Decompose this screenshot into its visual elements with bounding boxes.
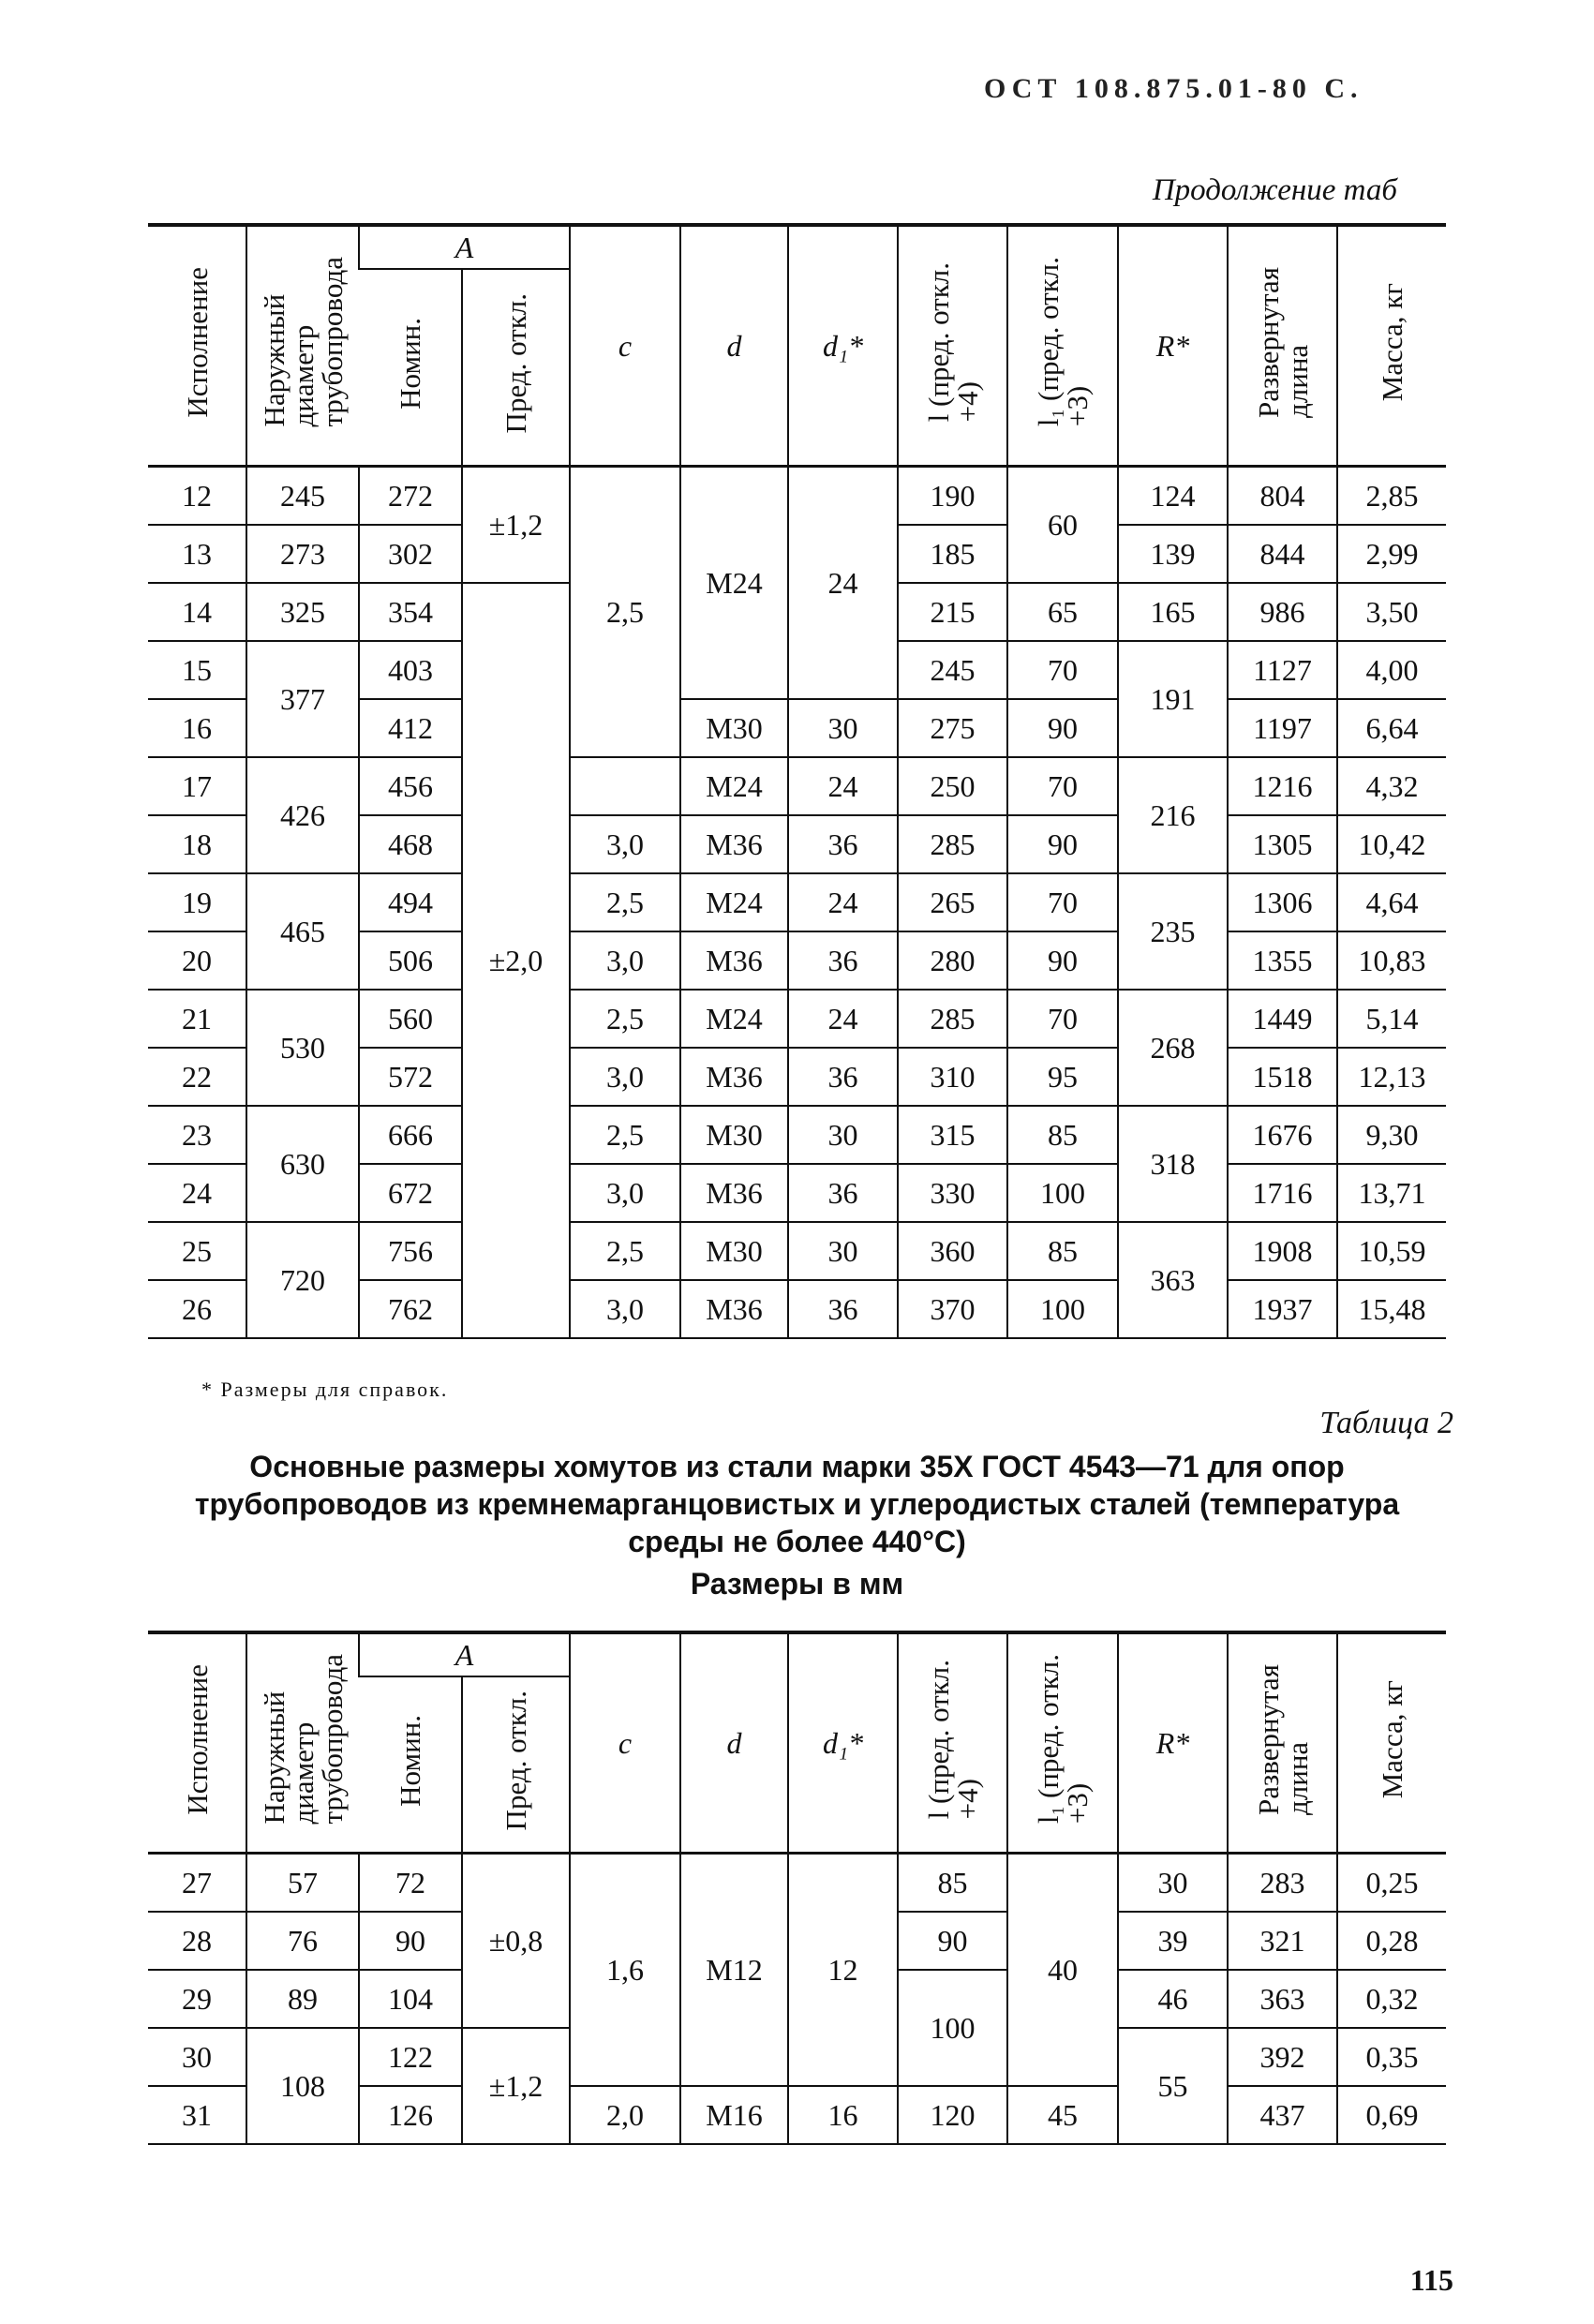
table-cell: 10,83 xyxy=(1337,931,1446,990)
table-cell: 36 xyxy=(788,1164,898,1222)
table-cell: 265 xyxy=(898,873,1007,931)
table-cell: 403 xyxy=(359,641,462,699)
table-cell: 40 xyxy=(1007,1854,1118,2087)
header-label: Наружный диаметр трубопровода xyxy=(257,1654,349,1825)
table-cell: 3,0 xyxy=(570,815,680,873)
table-cell: 16 xyxy=(788,2086,898,2144)
table-cell: 560 xyxy=(359,990,462,1048)
table-cell: 245 xyxy=(898,641,1007,699)
table-cell: 426 xyxy=(246,757,359,873)
table-cell: 26 xyxy=(148,1280,246,1338)
table-cell: 30 xyxy=(788,1106,898,1164)
table-cell: 377 xyxy=(246,641,359,757)
table-cell: 250 xyxy=(898,757,1007,815)
header-massa xyxy=(1337,1632,1446,1854)
header-label: d xyxy=(726,328,742,363)
table-cell: 9,30 xyxy=(1337,1106,1446,1164)
table-cell: 16 xyxy=(148,699,246,757)
table-cell: 85 xyxy=(1007,1222,1118,1280)
table-cell: 844 xyxy=(1228,525,1337,583)
table-cell: 2,5 xyxy=(570,467,680,758)
header-label: A xyxy=(454,230,474,264)
table-cell: 70 xyxy=(1007,757,1118,815)
table-cell: 23 xyxy=(148,1106,246,1164)
table-cell: 283 xyxy=(1228,1854,1337,1913)
table-cell: 100 xyxy=(898,1970,1007,2086)
table-cell: 215 xyxy=(898,583,1007,641)
header-massa xyxy=(1337,225,1446,467)
header-label: Пред. откл. xyxy=(499,1691,532,1831)
table-cell: 12,13 xyxy=(1337,1048,1446,1106)
header-l1 xyxy=(1007,225,1118,467)
table-cell: 76 xyxy=(246,1912,359,1970)
table-cell: M24 xyxy=(680,757,788,815)
header-label: c xyxy=(618,328,633,363)
header-label: Развернутая длина xyxy=(1251,1663,1314,1815)
table-cell: 30 xyxy=(788,699,898,757)
table-cell: 90 xyxy=(359,1912,462,1970)
header-R xyxy=(1118,225,1228,467)
document-code: ОСТ 108.875.01-80 С. xyxy=(984,73,1363,104)
table-cell: 28 xyxy=(148,1912,246,1970)
table-cell: 720 xyxy=(246,1222,359,1338)
table-cell: 31 xyxy=(148,2086,246,2144)
table-cell: 572 xyxy=(359,1048,462,1106)
table-cell: 804 xyxy=(1228,467,1337,526)
table-cell: 100 xyxy=(1007,1164,1118,1222)
header-A xyxy=(359,225,570,269)
table-1 xyxy=(148,223,1446,1339)
table-cell: 65 xyxy=(1007,583,1118,641)
table-cell: M24 xyxy=(680,990,788,1048)
table-cell: 14 xyxy=(148,583,246,641)
table-cell: 3,0 xyxy=(570,1164,680,1222)
header-label: d xyxy=(726,1725,742,1760)
table-cell: 1908 xyxy=(1228,1222,1337,1280)
table-cell: 363 xyxy=(1228,1970,1337,2028)
page-number: 115 xyxy=(1409,2263,1453,2297)
table-cell: 24 xyxy=(788,873,898,931)
table-cell: 672 xyxy=(359,1164,462,1222)
table-cell: 10,59 xyxy=(1337,1222,1446,1280)
table-cell: 1197 xyxy=(1228,699,1337,757)
table-cell: 122 xyxy=(359,2028,462,2086)
header-label: Пред. откл. xyxy=(499,293,532,434)
table-row xyxy=(148,1854,1446,1913)
table-cell: 30 xyxy=(148,2028,246,2086)
table-cell: 104 xyxy=(359,1970,462,2028)
header-label: R* xyxy=(1155,328,1190,363)
table-cell: 756 xyxy=(359,1222,462,1280)
table-cell: 494 xyxy=(359,873,462,931)
header-diameter xyxy=(246,225,359,467)
header-label: A xyxy=(454,1637,474,1672)
table-cell: 100 xyxy=(1007,1280,1118,1338)
table-cell: 13 xyxy=(148,525,246,583)
header-A xyxy=(359,1632,570,1676)
table-cell: 124 xyxy=(1118,467,1228,526)
header-d xyxy=(680,225,788,467)
table-cell: 392 xyxy=(1228,2028,1337,2086)
table-cell: 89 xyxy=(246,1970,359,2028)
table-cell: 24 xyxy=(788,990,898,1048)
header-R xyxy=(1118,1632,1228,1854)
table-cell: 285 xyxy=(898,990,1007,1048)
table-cell: 139 xyxy=(1118,525,1228,583)
table-cell: M36 xyxy=(680,1280,788,1338)
table-cell: 762 xyxy=(359,1280,462,1338)
table-row xyxy=(148,873,1446,931)
table-cell: 302 xyxy=(359,525,462,583)
table-cell: 191 xyxy=(1118,641,1228,757)
table-cell: 3,50 xyxy=(1337,583,1446,641)
table-cell: 280 xyxy=(898,931,1007,990)
table-cell: 36 xyxy=(788,815,898,873)
footnote: * Размеры для справок. xyxy=(201,1378,449,1401)
table2-label: Таблица 2 xyxy=(1319,1406,1453,1440)
table-cell: 29 xyxy=(148,1970,246,2028)
table-cell: M24 xyxy=(680,873,788,931)
table-cell: 24 xyxy=(788,757,898,815)
table-cell: 986 xyxy=(1228,583,1337,641)
table-cell: 468 xyxy=(359,815,462,873)
table-cell: 22 xyxy=(148,1048,246,1106)
table-cell: 1449 xyxy=(1228,990,1337,1048)
header-d xyxy=(680,1632,788,1854)
table-cell: 15,48 xyxy=(1337,1280,1446,1338)
header-label: Развернутая длина xyxy=(1251,266,1314,418)
table-cell: 1,6 xyxy=(570,1854,680,2087)
table-cell: 90 xyxy=(1007,931,1118,990)
table-cell: 27 xyxy=(148,1854,246,1913)
table-cell: 108 xyxy=(246,2028,359,2144)
table-cell: 2,5 xyxy=(570,1222,680,1280)
table-cell: 90 xyxy=(1007,699,1118,757)
continuation-title: Продолжение таб xyxy=(1152,173,1397,207)
table-cell: 15 xyxy=(148,641,246,699)
table-cell: M36 xyxy=(680,931,788,990)
table-cell: 465 xyxy=(246,873,359,990)
table-cell: 36 xyxy=(788,1048,898,1106)
header-label: l₁ (пред. откл. +3) xyxy=(1032,1654,1095,1825)
table-cell: 85 xyxy=(1007,1106,1118,1164)
header-label: R* xyxy=(1155,1725,1190,1760)
table-cell: 4,32 xyxy=(1337,757,1446,815)
header-l xyxy=(898,225,1007,467)
table-row xyxy=(148,990,1446,1048)
header-label: d₁* xyxy=(822,328,864,363)
header-pred xyxy=(462,269,570,467)
table-cell: 235 xyxy=(1118,873,1228,990)
table-cell: 2,5 xyxy=(570,1106,680,1164)
table-cell: 275 xyxy=(898,699,1007,757)
table-cell: M30 xyxy=(680,1222,788,1280)
header-razv xyxy=(1228,1632,1337,1854)
table-cell: M36 xyxy=(680,815,788,873)
header-label: c xyxy=(618,1725,633,1760)
table-cell: 46 xyxy=(1118,1970,1228,2028)
table-cell: 55 xyxy=(1118,2028,1228,2144)
table-cell: 530 xyxy=(246,990,359,1106)
table-cell: 272 xyxy=(359,467,462,526)
table-cell: 0,28 xyxy=(1337,1912,1446,1970)
header-ispolnenie xyxy=(148,225,246,467)
header-label: Исполнение xyxy=(180,266,214,418)
table-cell: 72 xyxy=(359,1854,462,1913)
table-cell: 90 xyxy=(898,1912,1007,1970)
header-nomin xyxy=(359,269,462,467)
table-cell: 1306 xyxy=(1228,873,1337,931)
table-cell: M36 xyxy=(680,1048,788,1106)
header-nomin xyxy=(359,1676,462,1854)
table-cell: M30 xyxy=(680,1106,788,1164)
table-cell: ±2,0 xyxy=(462,583,570,1338)
table-cell: 1676 xyxy=(1228,1106,1337,1164)
table-cell: 318 xyxy=(1118,1106,1228,1222)
table-cell: 1127 xyxy=(1228,641,1337,699)
header-diameter xyxy=(246,1632,359,1854)
table-cell: 0,32 xyxy=(1337,1970,1446,2028)
table-cell: 0,25 xyxy=(1337,1854,1446,1913)
table-cell: ±1,2 xyxy=(462,467,570,584)
header-label: Масса, кг xyxy=(1376,282,1409,402)
table-cell: 2,0 xyxy=(570,2086,680,2144)
table-cell: ±1,2 xyxy=(462,2028,570,2144)
table-cell: 3,0 xyxy=(570,1280,680,1338)
units-note: Размеры в мм xyxy=(690,1567,904,1601)
table-cell: M30 xyxy=(680,699,788,757)
table-cell: 126 xyxy=(359,2086,462,2144)
table-cell: 30 xyxy=(788,1222,898,1280)
table-cell: 190 xyxy=(898,467,1007,526)
table-cell: 268 xyxy=(1118,990,1228,1106)
table-cell: 90 xyxy=(1007,815,1118,873)
table-cell: 12 xyxy=(148,467,246,526)
table-cell: 20 xyxy=(148,931,246,990)
header-c xyxy=(570,1632,680,1854)
header-label: Наружный диаметр трубопровода xyxy=(257,257,349,427)
table-cell: 315 xyxy=(898,1106,1007,1164)
table-cell: 4,64 xyxy=(1337,873,1446,931)
header-ispolnenie xyxy=(148,1632,246,1854)
table-cell: 120 xyxy=(898,2086,1007,2144)
table-cell: 1305 xyxy=(1228,815,1337,873)
table-cell: 19 xyxy=(148,873,246,931)
table-cell: 1355 xyxy=(1228,931,1337,990)
table-cell: 330 xyxy=(898,1164,1007,1222)
header-label: d₁* xyxy=(822,1725,864,1760)
header-l1 xyxy=(1007,1632,1118,1854)
table-cell: 3,0 xyxy=(570,1048,680,1106)
table-cell: 412 xyxy=(359,699,462,757)
header-l xyxy=(898,1632,1007,1854)
table-cell: 6,64 xyxy=(1337,699,1446,757)
table-cell: 245 xyxy=(246,467,359,526)
table-cell: 310 xyxy=(898,1048,1007,1106)
header-label: l (пред. откл. +4) xyxy=(921,1659,984,1820)
table-cell: 1716 xyxy=(1228,1164,1337,1222)
header-razv xyxy=(1228,225,1337,467)
table-cell: 285 xyxy=(898,815,1007,873)
table-cell: 60 xyxy=(1007,467,1118,584)
table-cell: 325 xyxy=(246,583,359,641)
table-cell: 363 xyxy=(1118,1222,1228,1338)
table-cell: 45 xyxy=(1007,2086,1118,2144)
table-cell: 437 xyxy=(1228,2086,1337,2144)
table-cell: 165 xyxy=(1118,583,1228,641)
table-cell: 5,14 xyxy=(1337,990,1446,1048)
table2-title: Основные размеры хомутов из стали марки 35Х ГОСТ 4543—71 для опор трубопроводов из кремнемарганцовистых и углеродистых сталей (температура среды не более 440°C) xyxy=(194,1450,1400,1558)
table-cell: 70 xyxy=(1007,873,1118,931)
header-pred xyxy=(462,1676,570,1854)
table-cell: 2,85 xyxy=(1337,467,1446,526)
table-cell: 12 xyxy=(788,1854,898,2087)
table-cell: 36 xyxy=(788,931,898,990)
header-label: Масса, кг xyxy=(1376,1679,1409,1799)
table-cell: 36 xyxy=(788,1280,898,1338)
table-cell: M24 xyxy=(680,467,788,700)
header-label: Номин. xyxy=(394,1715,426,1807)
table-cell: 273 xyxy=(246,525,359,583)
table-cell: 1937 xyxy=(1228,1280,1337,1338)
table-cell: 70 xyxy=(1007,990,1118,1048)
table-cell: 2,99 xyxy=(1337,525,1446,583)
table-cell: 24 xyxy=(148,1164,246,1222)
table-cell: 2,5 xyxy=(570,990,680,1048)
table-cell: 216 xyxy=(1118,757,1228,873)
table-cell: M12 xyxy=(680,1854,788,2087)
table-cell: 30 xyxy=(1118,1854,1228,1913)
table-cell: 13,71 xyxy=(1337,1164,1446,1222)
table-cell: 21 xyxy=(148,990,246,1048)
table-cell: 39 xyxy=(1118,1912,1228,1970)
header-label: l (пред. откл. +4) xyxy=(921,261,984,423)
table-row xyxy=(148,1106,1446,1164)
table-cell: 630 xyxy=(246,1106,359,1222)
table-cell: 10,42 xyxy=(1337,815,1446,873)
table-cell: 17 xyxy=(148,757,246,815)
table-cell: 4,00 xyxy=(1337,641,1446,699)
table-cell: 3,0 xyxy=(570,931,680,990)
table-cell: 2,5 xyxy=(570,873,680,931)
table-cell: 24 xyxy=(788,467,898,700)
table-cell: M36 xyxy=(680,1164,788,1222)
table-cell: 666 xyxy=(359,1106,462,1164)
table-cell: 456 xyxy=(359,757,462,815)
table-cell: 0,69 xyxy=(1337,2086,1446,2144)
header-c xyxy=(570,225,680,467)
table-cell: 0,35 xyxy=(1337,2028,1446,2086)
table-cell: 370 xyxy=(898,1280,1007,1338)
table-cell: 1518 xyxy=(1228,1048,1337,1106)
table-cell: 18 xyxy=(148,815,246,873)
table-cell xyxy=(570,757,680,815)
table-row xyxy=(148,757,1446,815)
header-d1 xyxy=(788,225,898,467)
table-cell: 354 xyxy=(359,583,462,641)
header-label: l₁ (пред. откл. +3) xyxy=(1032,257,1095,427)
table-cell: 506 xyxy=(359,931,462,990)
table-cell: 95 xyxy=(1007,1048,1118,1106)
table-cell: ±0,8 xyxy=(462,1854,570,2029)
table-row xyxy=(148,467,1446,526)
table-cell: 25 xyxy=(148,1222,246,1280)
table-cell: 57 xyxy=(246,1854,359,1913)
table-cell: 321 xyxy=(1228,1912,1337,1970)
table-cell: M16 xyxy=(680,2086,788,2144)
table-cell: 360 xyxy=(898,1222,1007,1280)
table-cell: 70 xyxy=(1007,641,1118,699)
table-cell: 1216 xyxy=(1228,757,1337,815)
header-d1 xyxy=(788,1632,898,1854)
table-row xyxy=(148,1222,1446,1280)
header-label: Исполнение xyxy=(180,1663,214,1815)
table-cell: 185 xyxy=(898,525,1007,583)
table-2 xyxy=(148,1631,1446,2145)
header-label: Номин. xyxy=(394,318,426,410)
table-cell: 85 xyxy=(898,1854,1007,1913)
